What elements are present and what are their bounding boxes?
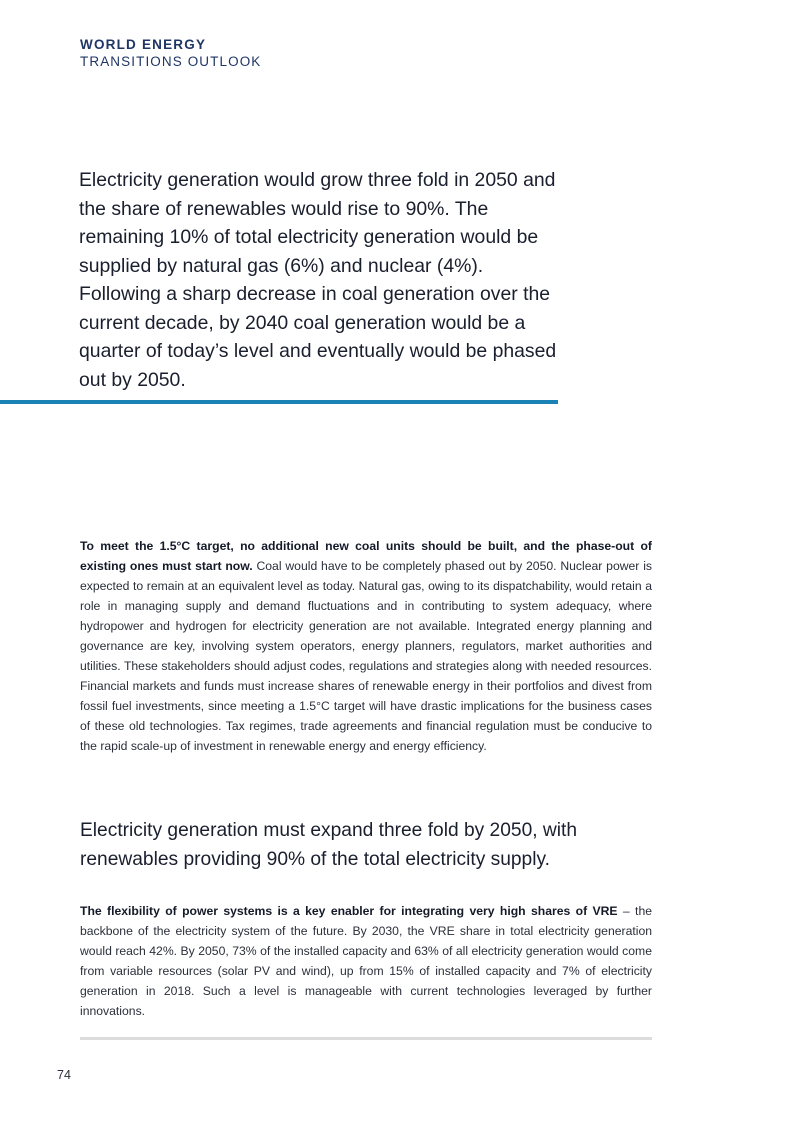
paragraph-lead-bold: The flexibility of power systems is a key enabler for integrating very high shares of VRE <box>80 904 618 918</box>
paragraph-body-text: – the backbone of the electricity system of the future. By 2030, the VRE share in total electricity generation would reach 42%. By 2050, 73% of the installed capacity and 63% of all electricity generation would come from variable resources (solar PV and wind), up from 15% of installed capacity and 7% of electricity generation in 2018. Such a level is manageable with current technologies leveraged by further innovations. <box>80 904 653 1018</box>
report-title-line1: WORLD ENERGY <box>80 37 207 52</box>
report-title-line2: TRANSITIONS OUTLOOK <box>80 54 262 69</box>
paragraph-lead-bold: To meet the 1.5°C target, no additional new coal units should be built, and the phase-out of existing ones must start now. <box>80 539 652 573</box>
section-subheading: Electricity generation must expand three fold by 2050, with renewables providing 90% of the total electricity supply. <box>80 820 578 870</box>
body-paragraph-coal <box>80 536 652 756</box>
pull-quote: Electricity generation would grow three fold in 2050 and the share of renewables would rise to 90%. The remaining 10% of total electricity generation would be supplied by natural gas (6%) and nuclear (4%). Following a sharp decrease in coal generation over the current decade, by 2040 coal generation would be a quarter of today’s level and eventually would be phased out by 2050. <box>79 169 557 391</box>
body-paragraph-flexibility <box>80 901 652 1021</box>
paragraph-body-text: Coal would have to be completely phased out by 2050. Nuclear power is expected to remain at an equivalent level as today. Natural gas, owing to its dispatchability, would retain a role in managing supply and demand fluctuations and in contributing to system adequacy, where hydropower and hydrogen for electricity generation are not available. Integrated energy planning and governance are key, involving system operators, energy planners, regulators, market authorities and utilities. These stakeholders should adjust codes, regulations and strategies along with needed resources. Financial markets and funds must increase shares of renewable energy in their portfolios and divest from fossil fuel investments, since meeting a 1.5°C target will have drastic implications for the business cases of these old technologies. Tax regimes, trade agreements and financial regulation must be conducive to the rapid scale-up of investment in renewable energy and energy efficiency. <box>80 559 652 753</box>
page-number: 74 <box>57 1068 71 1082</box>
report-header <box>80 36 261 70</box>
pull-quote-divider <box>0 400 558 404</box>
bottom-divider <box>80 1037 652 1040</box>
